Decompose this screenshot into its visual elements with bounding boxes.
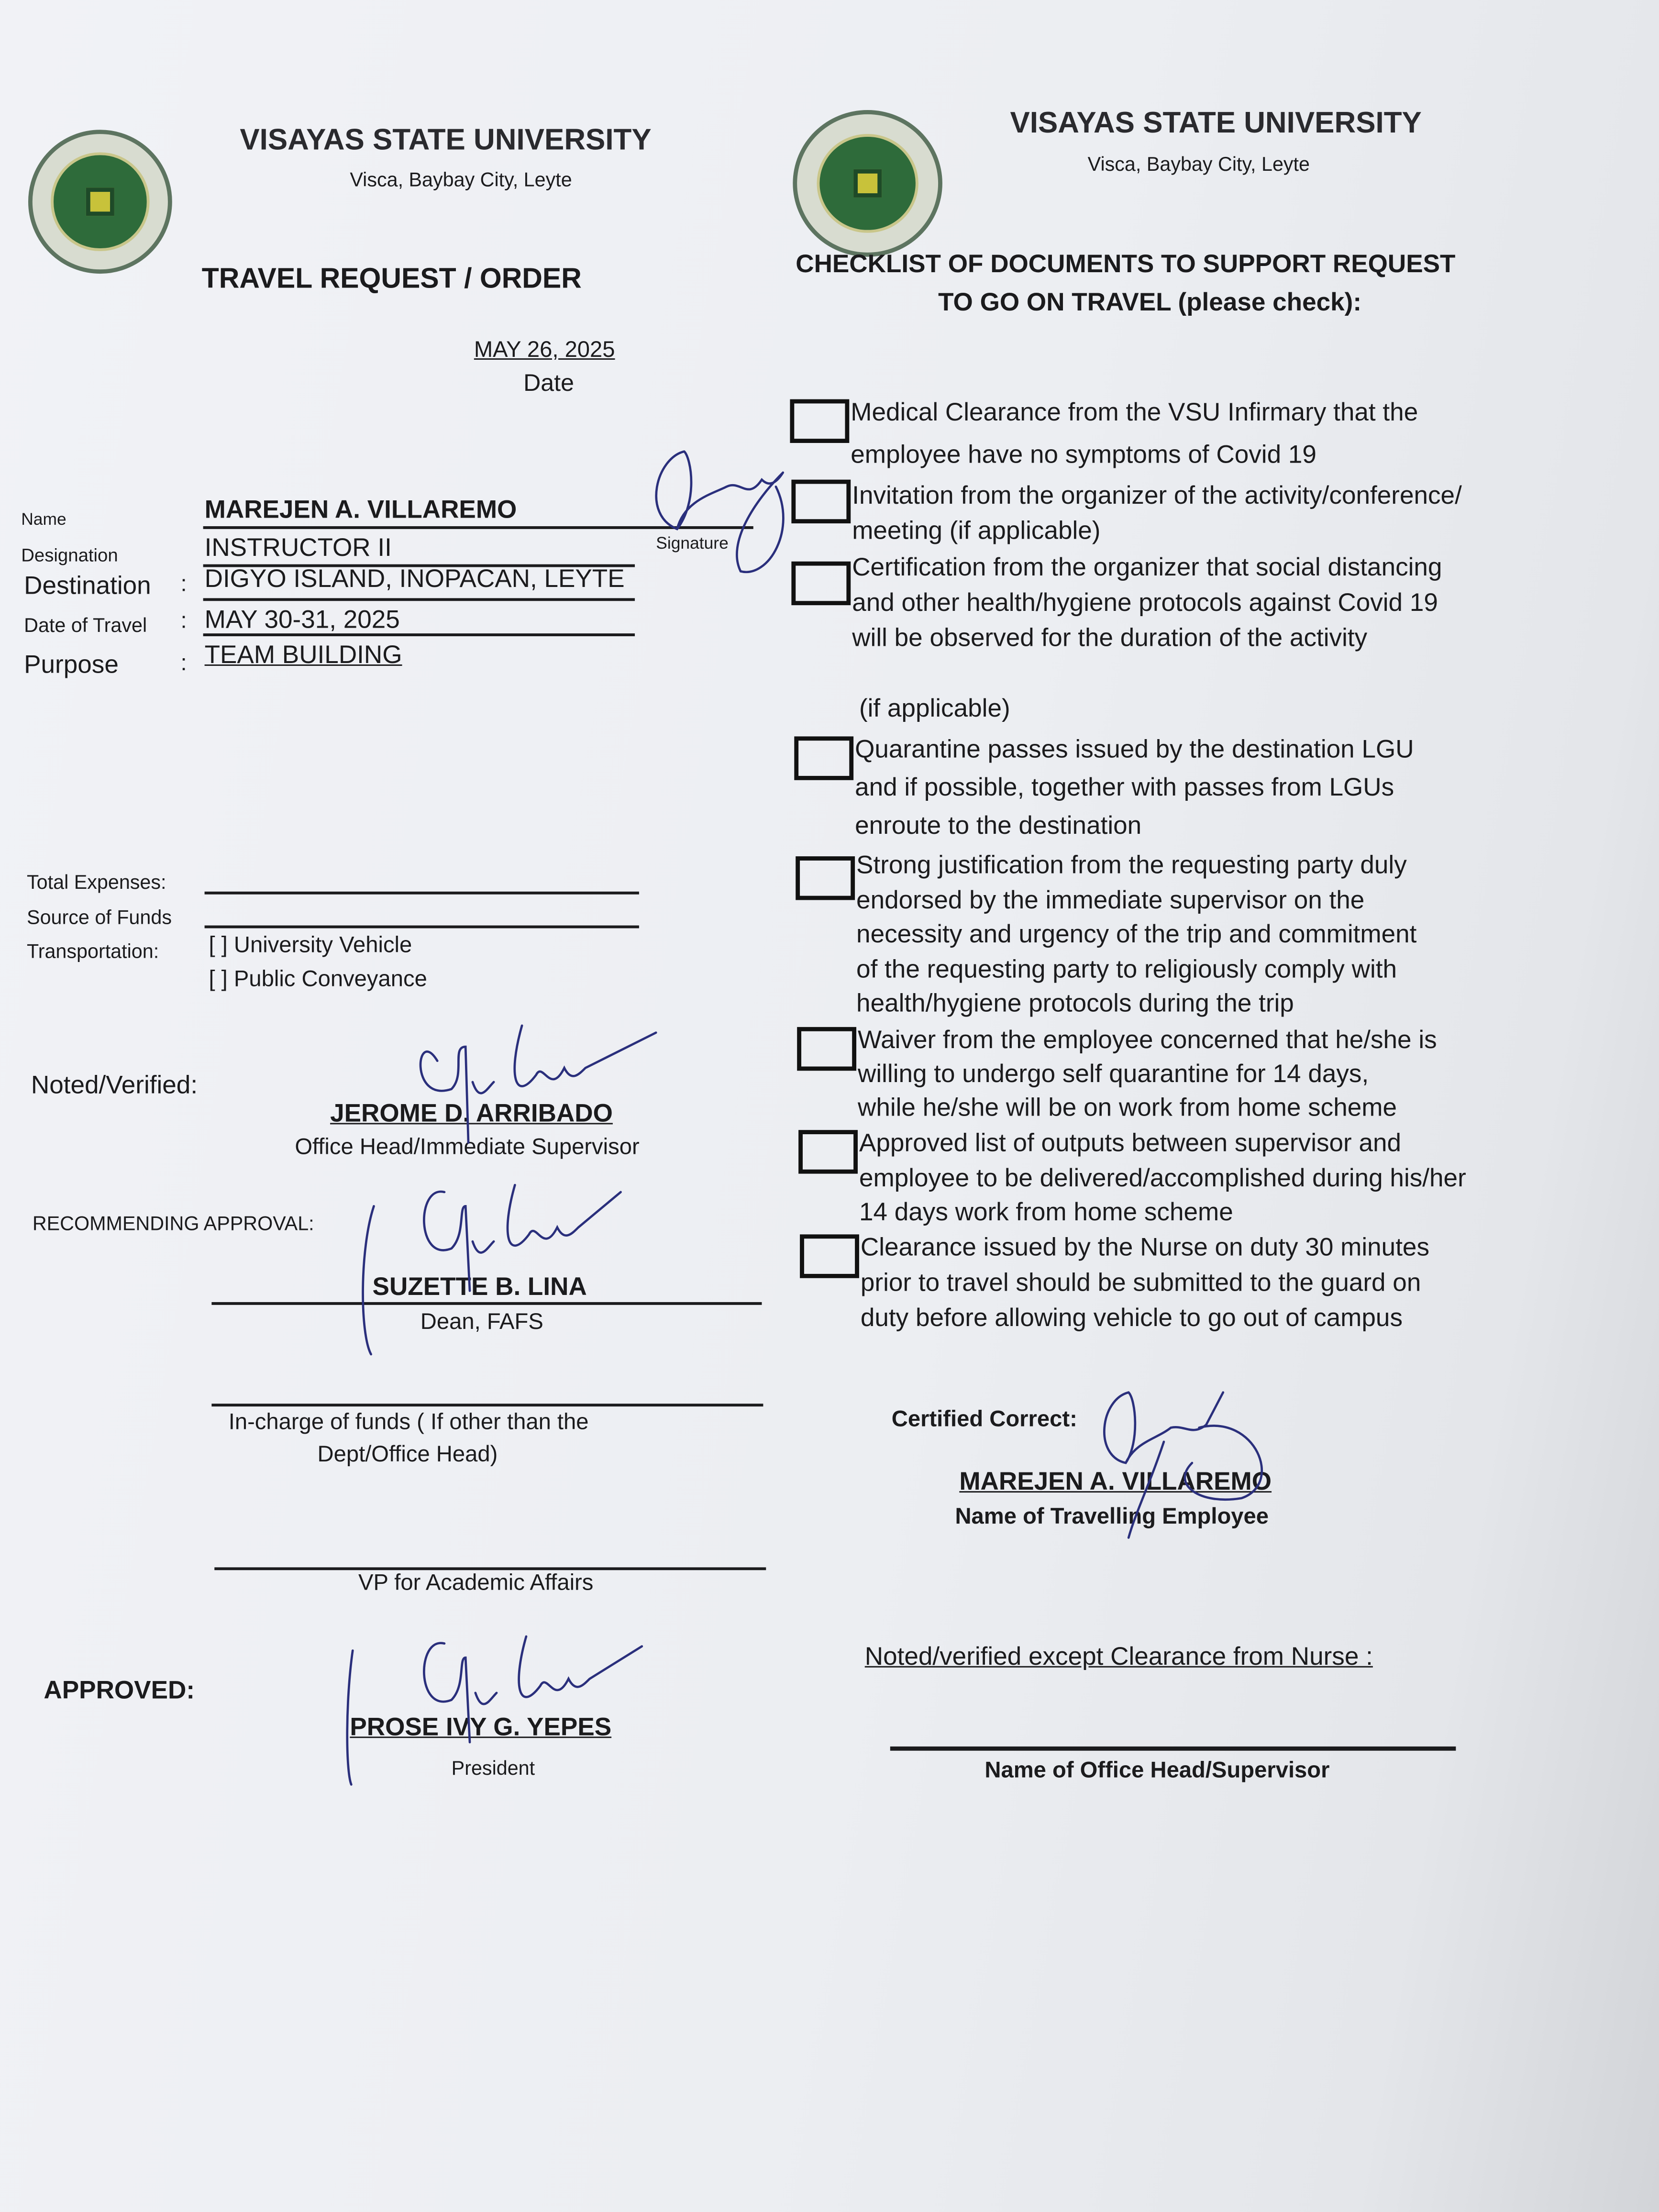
signature-recommending (360, 1178, 628, 1361)
travel-date-colon: : (180, 609, 187, 634)
checklist-item-line: meeting (if applicable) (852, 516, 1101, 545)
signature-approved (346, 1629, 649, 1792)
checklist-item-text (852, 478, 1462, 549)
office-head-line (890, 1747, 1456, 1751)
approved-name: PROSE IVY G. YEPES (350, 1713, 612, 1741)
checklist-item-text (852, 550, 1442, 727)
checklist-item-line: while he/she will be on work from home scheme (857, 1093, 1397, 1122)
source-funds-line (205, 926, 639, 929)
checklist-item-line: (if applicable) (852, 694, 1010, 722)
destination-line (203, 598, 635, 601)
university-name: VISAYAS STATE UNIVERSITY (240, 124, 652, 157)
source-funds-label: Source of Funds (27, 906, 172, 929)
signature-noted (409, 1018, 663, 1145)
checklist-item-line: employee have no symptoms of Covid 19 (851, 440, 1316, 469)
checklist-item-line: health/hygiene protocols during the trip (856, 989, 1294, 1018)
checklist-checkbox[interactable] (800, 1234, 859, 1278)
name-value: MAREJEN A. VILLAREMO (204, 495, 517, 524)
noted-except-nurse: Noted/verified except Clearance from Nurse : (864, 1642, 1373, 1670)
designation-label: Designation (21, 544, 118, 566)
approved-title: President (451, 1756, 535, 1779)
university-seal-left (28, 130, 172, 274)
date-label: Date (523, 369, 575, 397)
checklist-heading-2: TO GO ON TRAVEL (please check): (938, 288, 1362, 316)
total-expenses-line (205, 892, 639, 895)
vp-line (214, 1567, 766, 1570)
checklist-checkbox[interactable] (798, 1130, 858, 1173)
university-address-right: Visca, Baybay City, Leyte (1087, 152, 1310, 175)
checklist-item-line: Quarantine passes issued by the destination LGU (855, 735, 1414, 763)
checklist-item-text (855, 731, 1414, 845)
checklist-checkbox[interactable] (791, 480, 851, 523)
designation-value: INSTRUCTOR II (204, 533, 392, 562)
certified-label: Certified Correct: (891, 1408, 1077, 1432)
university-name-right: VISAYAS STATE UNIVERSITY (1010, 107, 1422, 140)
checklist-item-line: Approved list of outputs between supervisor and (859, 1128, 1402, 1157)
checklist-item-line: Strong justification from the requesting party duly (856, 851, 1407, 879)
checklist-item-line: 14 days work from home scheme (859, 1197, 1233, 1226)
purpose-value: TEAM BUILDING (204, 640, 402, 669)
checklist-item-text (851, 391, 1418, 476)
recommending-title: Dean, FAFS (420, 1310, 543, 1335)
checklist-item-line: Invitation from the organizer of the activity/conference/ (852, 481, 1462, 509)
checklist-checkbox[interactable] (794, 736, 853, 780)
checklist-heading-1: CHECKLIST OF DOCUMENTS TO SUPPORT REQUEST (796, 249, 1456, 278)
transportation-label: Transportation: (27, 940, 159, 962)
university-seal-right (793, 110, 942, 257)
checklist-item-line: employee to be delivered/accomplished during his/her (859, 1163, 1466, 1192)
funds-incharge-line (211, 1404, 763, 1406)
university-address: Visca, Baybay City, Leyte (350, 167, 572, 191)
request-date: MAY 26, 2025 (474, 338, 615, 363)
purpose-label: Purpose (24, 650, 119, 679)
funds-incharge-label-2: Dept/Office Head) (317, 1443, 498, 1467)
checklist-item-line: Medical Clearance from the VSU Infirmary that the (851, 398, 1418, 426)
checklist-item-text (858, 1023, 1437, 1124)
checklist-item-line: endorsed by the immediate supervisor on the (856, 885, 1365, 914)
travel-date-value: MAY 30-31, 2025 (204, 605, 400, 634)
checklist-item-line: Certification from the organizer that social distancing (852, 553, 1442, 581)
approved-label: APPROVED: (44, 1676, 195, 1704)
checklist-item-text (861, 1230, 1429, 1336)
name-label: Name (21, 509, 66, 529)
office-head-label: Name of Office Head/Supervisor (984, 1759, 1330, 1783)
checklist-item-line: of the requesting party to religiously comply with (856, 954, 1397, 983)
checklist-item-line: and if possible, together with passes from LGUs (855, 773, 1394, 802)
checklist-item-line: and other health/hygiene protocols against Covid 19 (852, 588, 1438, 617)
certified-title: Name of Travelling Employee (955, 1505, 1269, 1529)
option-university-vehicle[interactable]: [ ] University Vehicle (209, 934, 412, 958)
checklist-item-line: willing to undergo self quarantine for 14 days, (857, 1059, 1369, 1088)
destination-label: Destination (24, 571, 151, 600)
travel-date-line (203, 633, 635, 636)
noted-title: Office Head/Immediate Supervisor (295, 1135, 640, 1160)
signature-label: Signature (656, 533, 729, 553)
signature-applicant (642, 444, 797, 578)
purpose-colon: : (180, 652, 187, 676)
destination-colon: : (180, 573, 187, 597)
recommending-label: RECOMMENDING APPROVAL: (32, 1212, 314, 1235)
noted-name: JEROME D. ARRIBADO (330, 1099, 613, 1128)
checklist-checkbox[interactable] (797, 1027, 856, 1071)
form-title: TRAVEL REQUEST / ORDER (201, 264, 582, 295)
checklist-item-line: will be observed for the duration of the activity (852, 623, 1368, 652)
checklist-checkbox[interactable] (790, 399, 849, 443)
recommending-name: SUZETTE B. LINA (372, 1272, 587, 1301)
checklist-item-line (852, 656, 1442, 691)
checklist-item-line: enroute to the destination (855, 811, 1142, 840)
checklist-item-line: duty before allowing vehicle to go out of campus (860, 1303, 1403, 1332)
travel-date-label: Date of Travel (24, 613, 147, 636)
total-expenses-label: Total Expenses: (27, 870, 166, 893)
vp-label: VP for Academic Affairs (358, 1571, 594, 1596)
checklist-item-line: Clearance issued by the Nurse on duty 30 minutes (860, 1233, 1430, 1261)
checklist-item-line: prior to travel should be submitted to the guard on (860, 1268, 1421, 1297)
checklist-item-text (859, 1126, 1466, 1229)
option-public-conveyance[interactable]: [ ] Public Conveyance (209, 968, 427, 992)
checklist-checkbox[interactable] (796, 856, 855, 900)
checklist-checkbox[interactable] (791, 562, 851, 605)
certified-name: MAREJEN A. VILLAREMO (959, 1467, 1272, 1495)
destination-value: DIGYO ISLAND, INOPACAN, LEYTE (204, 564, 625, 593)
checklist-item-line: necessity and urgency of the trip and commitment (856, 919, 1417, 948)
checklist-item-line: Waiver from the employee concerned that he/she is (857, 1025, 1437, 1054)
funds-incharge-label-1: In-charge of funds ( If other than the (228, 1411, 589, 1435)
noted-label: Noted/Verified: (31, 1071, 198, 1099)
signature-certified (1086, 1385, 1277, 1540)
checklist-item-text (856, 848, 1416, 1020)
